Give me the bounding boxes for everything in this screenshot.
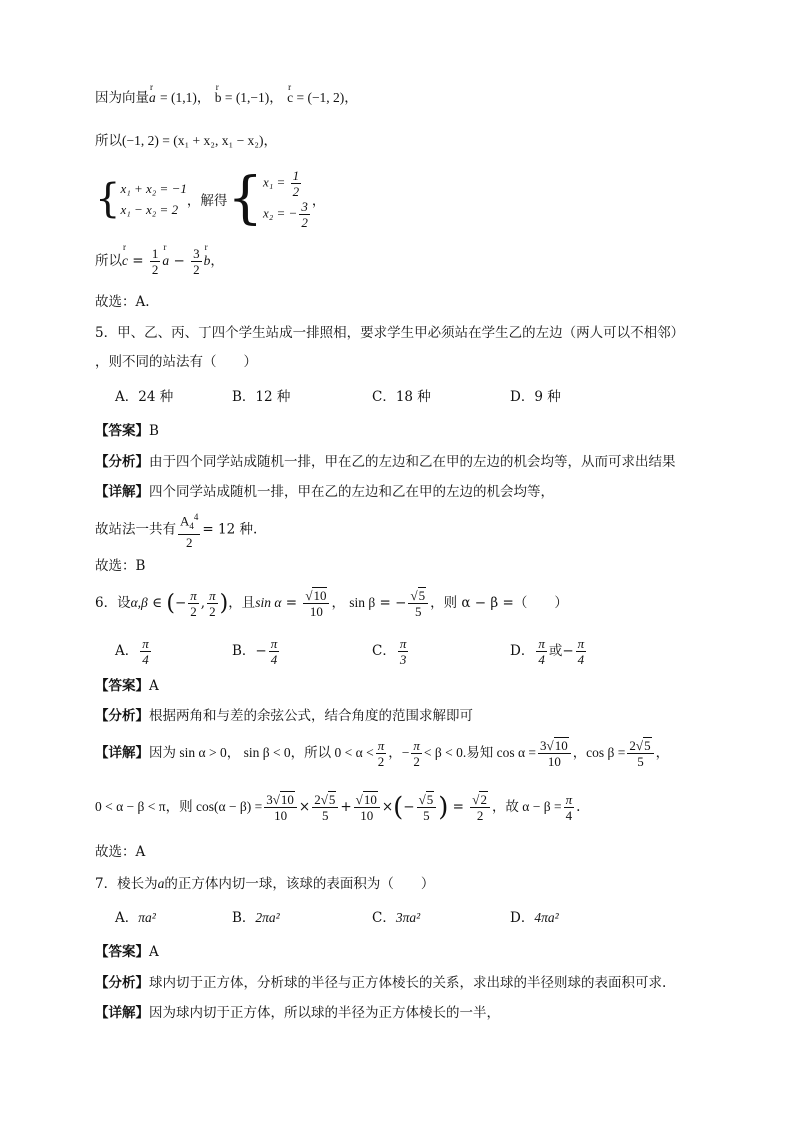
q5-final: 故选：B <box>95 558 146 574</box>
q7-stem: 7．棱长为a的正方体内切一球，该球的表面积为（ ） <box>95 876 435 892</box>
q6-analysis: 【分析】根据两角和与差的余弦公式，结合角度的范围求解即可 <box>95 708 473 724</box>
q6-option-d: D． $\frac{\pi}{4}$ 或− $\frac{\pi}{4}$ <box>510 636 585 667</box>
q5-option-d: D．9 种 <box>510 389 561 405</box>
q6-option-a: A． $\frac{\pi}{4}$ <box>115 636 149 667</box>
q7-option-b: B．2πa² <box>232 910 280 926</box>
q5-calc: 故站法一共有 $\frac{A_4^4}{2}$ = 12 种. <box>95 512 258 550</box>
q7-option-d: D．4πa² <box>510 910 559 926</box>
q5-detail: 【详解】四个同学站成随机一排，甲在乙的左边和乙在甲的左边的机会均等， <box>95 484 554 500</box>
q5-answer: 【答案】B <box>95 423 159 439</box>
q5-option-c: C．18 种 <box>372 389 431 405</box>
equation-system: { x₁ + x₂ = −1 x₁ − x₂ = 2 ，解得{ x₁ = $\frac{1}{2}$ x₂ = − $\frac{3}{2}$ ， <box>95 166 326 231</box>
vector-def-line: 因为向量r a = (1,1)， b = (1,−1)， c = (−1, 2)， <box>95 88 358 108</box>
q6-option-b: B．− $\frac{\pi}{4}$ <box>232 636 278 667</box>
q5-option-a: A．24 种 <box>115 389 174 405</box>
q7-detail: 【详解】因为球内切于正方体，所以球的半径为正方体棱长的一半， <box>95 1005 500 1021</box>
q7-option-c: C．3πa² <box>372 910 421 926</box>
so-line: 所以(−1, 2) = (x₁ + x₂, x₁ − x₂)， <box>95 133 278 149</box>
q6-option-c: C． $\frac{\pi}{3}$ <box>372 636 407 667</box>
q7-option-a: A．πa² <box>115 910 156 926</box>
q6-detail-line2: 0 < α − β < π，则 cos(α − β) = $\frac{3√10}{10}$ × $\frac{2√5}{5}$ + $\frac{√10}{10}$ ×(− $\frac{√5}{5}$ ) = $\frac{√2}{2}$ ，故 α − β = $\frac{\pi}{4}$ . <box>95 792 581 823</box>
q6-detail: 【详解】因为 sin α > 0， sin β < 0，所以 0 < α < $\frac{\pi}{2}$ ，− $\frac{\pi}{2}$ < β < 0.易知 cos α = $\frac{3√10}{10}$ ，cos β = $\frac{2√5}{5}$ ， <box>95 738 670 769</box>
q5-stem-1: 5．甲、乙、丙、丁四个学生站成一排照相，要求学生甲必须站在学生乙的左边（两人可以不相邻） <box>95 325 685 341</box>
q7-analysis: 【分析】球内切于正方体，分析球的半径与正方体棱长的关系，求出球的半径则球的表面积可求. <box>95 975 667 991</box>
choose-a-line: 故选：A. <box>95 294 150 310</box>
q5-option-b: B．12 种 <box>232 389 291 405</box>
q6-stem: 6．设α,β ∈ (− $\frac{\pi}{2}$ , $\frac{\pi}{2}$ )，且sin α = $\frac{√10}{10}$ ， sin β = − $\frac{√5}{5}$ ，则 α − β =（ ） <box>95 588 568 619</box>
vector-a: r a <box>149 88 156 108</box>
so-c-line: 所以r c = $\frac{1}{2}$ r a − $\frac{3}{2}$ r b， <box>95 246 224 277</box>
q7-answer: 【答案】A <box>95 944 159 960</box>
q5-analysis: 【分析】由于四个同学站成随机一排，甲在乙的左边和乙在甲的左边的机会均等，从而可求出结果 <box>95 454 676 470</box>
q6-final: 故选：A <box>95 844 146 860</box>
q6-answer: 【答案】A <box>95 678 159 694</box>
q5-stem-2: ，则不同的站法有（ ） <box>95 354 257 370</box>
